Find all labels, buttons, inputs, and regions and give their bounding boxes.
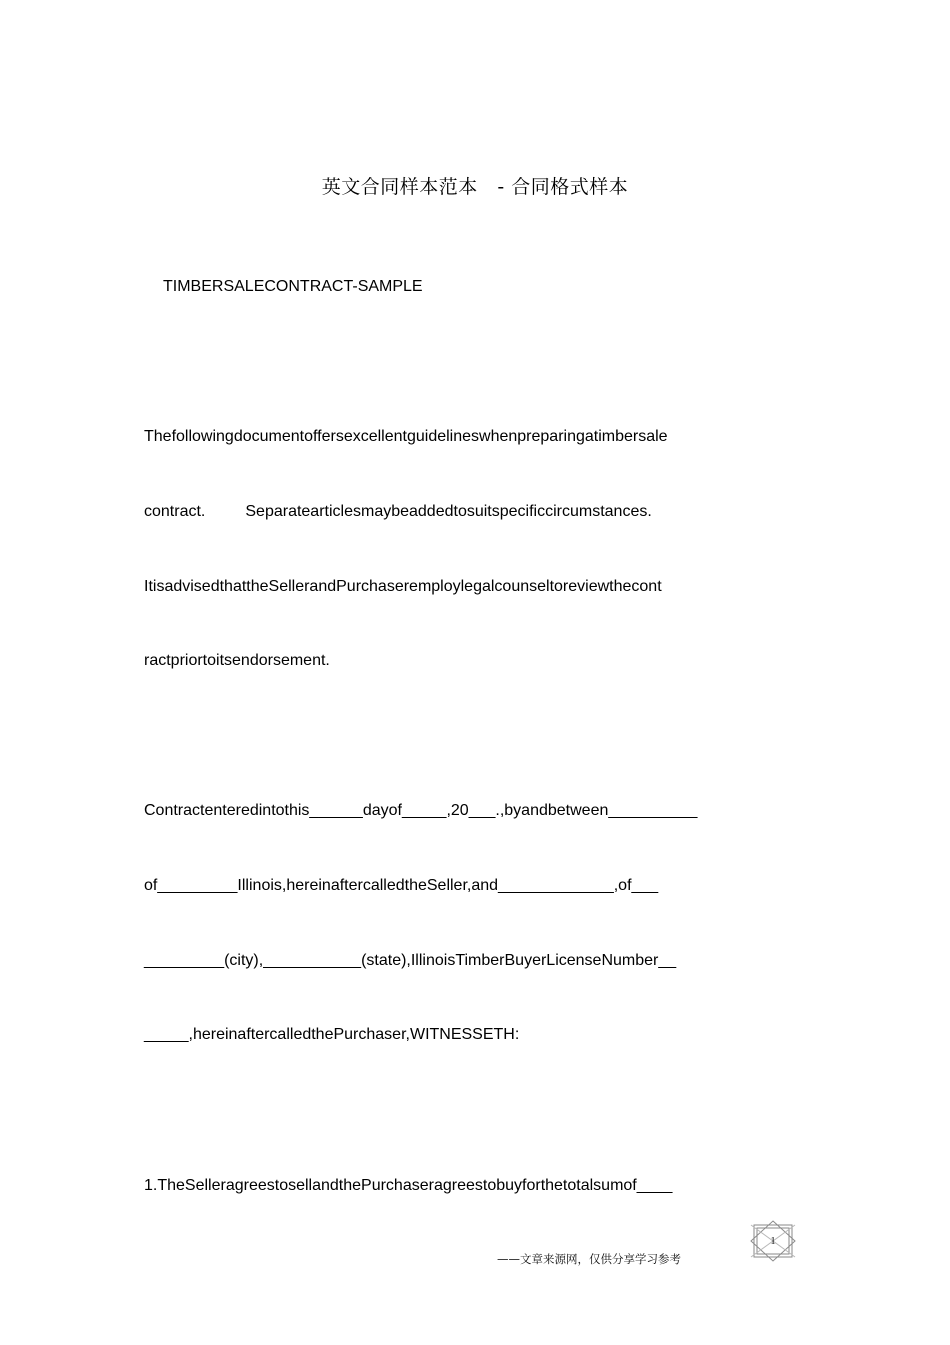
paragraph-line: contract. Separatearticlesmaybeaddedtosuitspecificcircumstances. bbox=[144, 503, 652, 520]
page-number: 1 bbox=[770, 1235, 776, 1247]
paragraph-line: _____,hereinaftercalledthePurchaser,WITNESSETH: bbox=[144, 1026, 520, 1043]
page-number-badge bbox=[748, 1220, 798, 1262]
paragraph-line: Thefollowingdocumentoffersexcellentguidelineswhenpreparingatimbersale bbox=[144, 428, 668, 445]
paragraph-line: _________(city),___________(state),IllinoisTimberBuyerLicenseNumber__ bbox=[144, 952, 677, 969]
paragraph-line: ractpriortoitsendorsement. bbox=[144, 652, 330, 669]
footer-note: ——文章来源网，仅供分享学习参考 bbox=[497, 1252, 681, 1266]
paragraph-line: of_________Illinois,hereinaftercalledtheSeller,and_____________,of___ bbox=[144, 877, 659, 894]
paragraph-line: Contractenteredintothis______dayof_____,20___.,byandbetween__________ bbox=[144, 802, 698, 819]
paragraph-line: 1.TheSelleragreestosellandthePurchaseragreestobuyforthetotalsumof____ bbox=[144, 1177, 673, 1194]
contract-subtitle: TIMBERSALECONTRACT-SAMPLE bbox=[163, 278, 423, 295]
document-title: 英文合同样本范本 - 合同格式样本 bbox=[321, 176, 629, 198]
paragraph-line: ItisadvisedthattheSellerandPurchaseremploylegalcounseltoreviewthecont bbox=[144, 578, 662, 595]
